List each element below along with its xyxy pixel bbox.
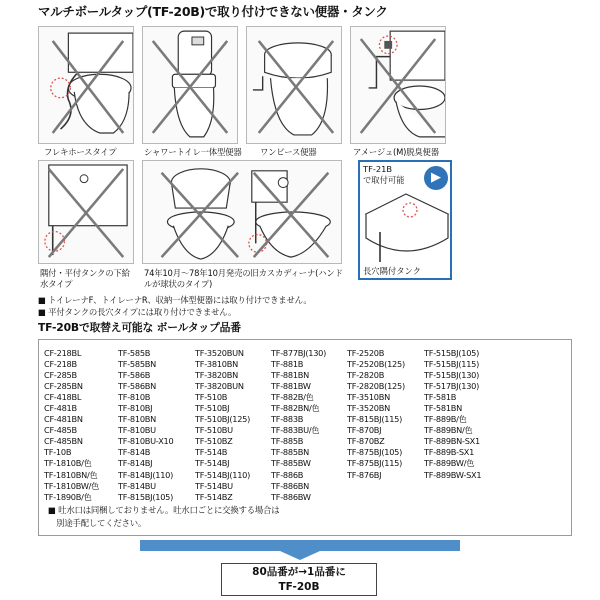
long-hole-corner-tank-illustration xyxy=(360,190,450,266)
product-column xyxy=(118,348,173,503)
product-code: TF-3510BN xyxy=(347,392,390,403)
result-line: 80品番が→1品番に xyxy=(252,566,346,578)
product-code: TF-3820BUN xyxy=(195,381,244,392)
product-code: TF-10B xyxy=(44,447,72,458)
product-code: TF-1810B/色 xyxy=(44,458,92,469)
panel-one-piece xyxy=(246,26,342,144)
product-code: TF-889B-SX1 xyxy=(424,447,475,458)
amage-illustration xyxy=(351,27,445,143)
product-code: TF-586B xyxy=(118,370,151,381)
old-cascadina-illustration xyxy=(143,161,341,263)
result-model: TF-20B xyxy=(278,580,320,593)
product-code: TF-883BU/色 xyxy=(271,425,320,436)
shower-toilet-illustration xyxy=(143,27,237,143)
product-column xyxy=(424,348,481,481)
panel-caption: ワンピース便器 xyxy=(260,147,317,157)
product-code: TF-515BJ(130) xyxy=(424,370,480,381)
product-code: TF-514BZ xyxy=(195,491,233,502)
product-code: CF-218B xyxy=(44,359,77,370)
product-code: TF-515BJ(115) xyxy=(424,359,480,370)
product-code: TF-876BJ xyxy=(347,469,382,480)
product-code: TF-889BW/色 xyxy=(424,458,475,469)
panel-flexi-hose xyxy=(38,26,134,144)
footnote-line: 別途手配してください。 xyxy=(48,518,147,528)
product-code: TF-581B xyxy=(424,392,457,403)
product-code: TF-814B xyxy=(118,447,151,458)
product-code: TF-3520BN xyxy=(347,403,390,414)
product-code: TF-889B/色 xyxy=(424,414,467,425)
product-code: TF-810BU xyxy=(118,425,156,436)
product-code: TF-510BZ xyxy=(195,436,233,447)
product-code: TF-885BW xyxy=(271,458,311,469)
product-code: CF-481BN xyxy=(44,414,83,425)
product-code: TF-586BN xyxy=(118,381,157,392)
product-code: TF-881B xyxy=(271,359,304,370)
tf21b-callout xyxy=(358,160,452,280)
panel-caption: アメージュ(M)脱臭便器 xyxy=(353,147,439,157)
product-code: TF-889BN-SX1 xyxy=(424,436,481,447)
arrow-right-icon: ▶ xyxy=(424,166,448,190)
product-code: TF-886BW xyxy=(271,491,311,502)
product-code: TF-510BU xyxy=(195,425,233,436)
panel-caption: 隅付・平付タンクの下給水タイプ xyxy=(40,268,130,289)
product-code: TF-2820B(125) xyxy=(347,381,405,392)
panel-corner-flat-tank xyxy=(38,160,134,264)
product-code: TF-3520BUN xyxy=(195,348,244,358)
product-column xyxy=(271,348,326,503)
product-code: TF-514BJ(110) xyxy=(195,469,251,480)
product-code: TF-581BN xyxy=(424,403,463,414)
product-code: TF-870BJ xyxy=(347,425,382,436)
tf21b-model: TF-21B xyxy=(363,164,393,174)
panel-caption: シャワートイレ一体型便器 xyxy=(144,147,242,157)
note-flat-tank: ■ 平付タンクの長穴タイプには取り付けできません。 xyxy=(38,307,237,317)
product-code: TF-585B xyxy=(118,348,151,358)
product-code: TF-810B xyxy=(118,392,151,403)
product-code: TF-814BJ xyxy=(118,458,153,469)
product-code: TF-886BN xyxy=(271,480,310,491)
product-code: TF-810BJ xyxy=(118,403,153,414)
corner-flat-tank-illustration xyxy=(39,161,133,263)
product-code: TF-2820B xyxy=(347,370,385,381)
product-code: TF-875BJ(115) xyxy=(347,458,403,469)
product-code: TF-885BN xyxy=(271,447,310,458)
note-unsupported-models: ■ トイレーナF、トイレーナR、収納一体型便器には取り付けできません。 xyxy=(38,295,312,305)
product-code: TF-881BN xyxy=(271,370,310,381)
footnote-line: ■ 吐水口は同梱しておりません。吐水口ごとに交換する場合は xyxy=(48,505,280,515)
product-code: TF-881BW xyxy=(271,381,311,392)
product-code: TF-882B/色 xyxy=(271,392,314,403)
result-box xyxy=(221,563,377,596)
product-code: TF-814BJ(110) xyxy=(118,469,174,480)
page-title: マルチボールタップ(TF-20B)で取り付けできない便器・タンク xyxy=(38,4,388,19)
product-code: TF-2520B(125) xyxy=(347,359,405,370)
product-code: TF-885B xyxy=(271,436,304,447)
product-code: TF-875BJ(105) xyxy=(347,447,403,458)
product-code: TF-870BZ xyxy=(347,436,385,447)
product-code: CF-418BL xyxy=(44,392,82,403)
product-code: TF-1810BW/色 xyxy=(44,480,100,491)
product-code: TF-3820BN xyxy=(195,370,238,381)
product-code: TF-889BW-SX1 xyxy=(424,469,482,480)
product-code: TF-514B xyxy=(195,447,228,458)
product-column xyxy=(44,348,99,503)
product-code: TF-815BJ(115) xyxy=(347,414,403,425)
product-code: TF-2520B xyxy=(347,348,385,358)
panel-amage xyxy=(350,26,446,144)
product-code: CF-285B xyxy=(44,370,77,381)
product-code: CF-218BL xyxy=(44,348,82,358)
product-code: TF-877BJ(130) xyxy=(271,348,327,358)
product-code: CF-481B xyxy=(44,403,77,414)
down-arrow-icon xyxy=(280,551,320,560)
product-code: TF-510B xyxy=(195,392,228,403)
product-code: TF-510BJ xyxy=(195,403,230,414)
product-code: TF-889BN/色 xyxy=(424,425,473,436)
product-code: CF-485B xyxy=(44,425,77,436)
product-code: TF-883B xyxy=(271,414,304,425)
product-column xyxy=(347,348,405,481)
product-code: CF-485BN xyxy=(44,436,83,447)
product-code: TF-585BN xyxy=(118,359,157,370)
product-code: TF-514BJ xyxy=(195,458,230,469)
down-arrow-bar xyxy=(140,540,460,551)
flexi-hose-illustration xyxy=(39,27,133,143)
tf21b-available: で取付可能 xyxy=(363,175,405,185)
product-code: TF-510BJ(125) xyxy=(195,414,251,425)
product-code: TF-810BN xyxy=(118,414,157,425)
product-code: TF-1890B/色 xyxy=(44,491,92,502)
panel-caption: 74年10月〜78年10月発売の旧カスカディーナ(ハンドルが球状のタイプ) xyxy=(144,268,343,289)
product-code: CF-285BN xyxy=(44,381,83,392)
product-code: TF-3810BN xyxy=(195,359,238,370)
product-code: TF-514BU xyxy=(195,480,233,491)
products-title: TF-20Bで取替え可能な ボールタップ品番 xyxy=(38,321,241,334)
one-piece-illustration xyxy=(247,27,341,143)
product-code: TF-814BU xyxy=(118,480,156,491)
tf21b-caption: 長穴隅付タンク xyxy=(363,266,421,276)
panel-shower-toilet xyxy=(142,26,238,144)
product-code: TF-815BJ(105) xyxy=(118,491,174,502)
product-code: TF-886B xyxy=(271,469,304,480)
product-code: TF-515BJ(105) xyxy=(424,348,480,358)
product-column xyxy=(195,348,250,503)
panel-old-cascadina xyxy=(142,160,342,264)
tf21b-heading xyxy=(363,164,405,186)
product-code: TF-810BU-X10 xyxy=(118,436,174,447)
product-code: TF-517BJ(130) xyxy=(424,381,480,392)
product-code: TF-882BN/色 xyxy=(271,403,320,414)
product-code: TF-1810BN/色 xyxy=(44,469,98,480)
panel-caption: フレキホースタイプ xyxy=(44,147,117,157)
